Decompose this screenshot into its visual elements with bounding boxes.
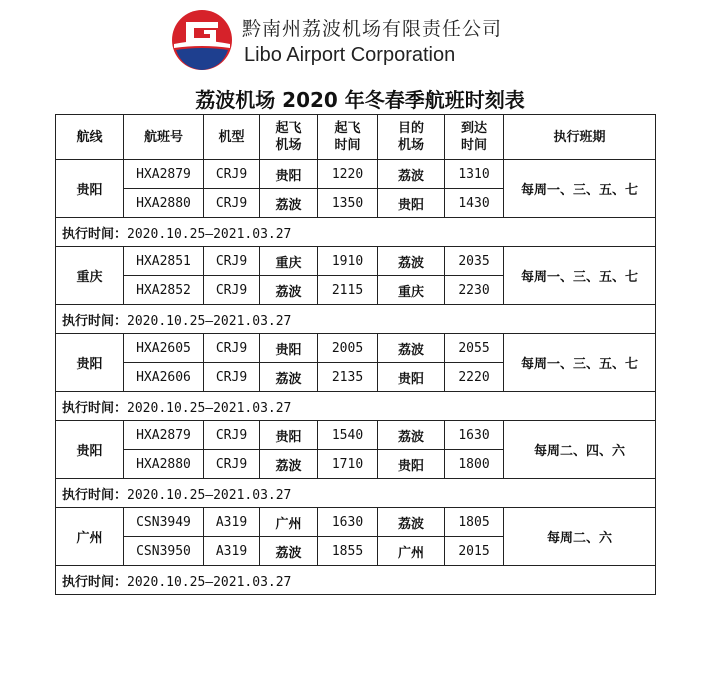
company-name-en: Libo Airport Corporation [244,44,456,66]
destination-airport: 贵阳 [378,450,445,479]
exec-period-label: 执行时间： [62,313,128,329]
route-cell: 重庆 [56,247,124,305]
flight-number: HXA2852 [124,276,204,305]
exec-period-label: 执行时间： [62,226,128,242]
departure-airport: 荔波 [260,450,318,479]
flight-number: HXA2880 [124,189,204,218]
flight-number: HXA2605 [124,334,204,363]
departure-time: 1540 [318,421,378,450]
operating-days: 每周一、三、五、七 [504,334,656,392]
flight-number: HXA2606 [124,363,204,392]
arrival-time: 1310 [445,160,504,189]
flight-number: HXA2880 [124,450,204,479]
exec-period-row [56,479,656,508]
departure-time: 2115 [318,276,378,305]
departure-airport: 贵阳 [260,160,318,189]
exec-period-row [56,392,656,421]
aircraft-type: CRJ9 [204,450,260,479]
table-row [56,160,656,189]
company-header [170,8,530,72]
header-dest-airport-line2: 机场 [397,138,424,153]
flight-number: HXA2879 [124,160,204,189]
header-dep-time-line1: 起飞 [334,121,361,136]
exec-period-value: 2020.10.25—2021.03.27 [127,487,292,503]
exec-period-row [56,218,656,247]
aircraft-type: A319 [204,508,260,537]
header-dep-time-line2: 时间 [334,138,361,153]
header-days: 执行班期 [504,115,656,160]
exec-period-cell [56,479,656,508]
airport-logo-icon [170,8,234,72]
header-flight-no: 航班号 [124,115,204,160]
table-header-row [56,115,656,160]
departure-airport: 贵阳 [260,334,318,363]
exec-period-row [56,305,656,334]
departure-airport: 荔波 [260,363,318,392]
aircraft-type: CRJ9 [204,421,260,450]
route-cell: 广州 [56,508,124,566]
operating-days: 每周一、三、五、七 [504,160,656,218]
departure-time: 2135 [318,363,378,392]
header-arr-time-line1: 到达 [460,121,487,136]
table-row [56,247,656,276]
header-arr-time-line2: 时间 [460,138,487,153]
table-row [56,421,656,450]
flight-number: CSN3949 [124,508,204,537]
exec-period-cell [56,218,656,247]
arrival-time: 2230 [445,276,504,305]
aircraft-type: CRJ9 [204,363,260,392]
departure-time: 1630 [318,508,378,537]
exec-period-label: 执行时间： [62,487,128,503]
departure-airport: 荔波 [260,189,318,218]
header-dep-airport-line2: 机场 [275,138,302,153]
header-aircraft: 机型 [204,115,260,160]
aircraft-type: A319 [204,537,260,566]
aircraft-type: CRJ9 [204,189,260,218]
arrival-time: 1430 [445,189,504,218]
header-arr-time [445,115,504,160]
exec-period-label: 执行时间： [62,574,128,590]
aircraft-type: CRJ9 [204,247,260,276]
departure-time: 1710 [318,450,378,479]
exec-period-cell [56,566,656,595]
arrival-time: 1800 [445,450,504,479]
header-route: 航线 [56,115,124,160]
destination-airport: 重庆 [378,276,445,305]
header-dest-airport-line1: 目的 [397,121,424,136]
destination-airport: 荔波 [378,508,445,537]
destination-airport: 荔波 [378,421,445,450]
exec-period-row [56,566,656,595]
departure-time: 1910 [318,247,378,276]
route-cell: 贵阳 [56,334,124,392]
departure-airport: 荔波 [260,276,318,305]
arrival-time: 2220 [445,363,504,392]
table-row [56,508,656,537]
aircraft-type: CRJ9 [204,160,260,189]
departure-time: 2005 [318,334,378,363]
exec-period-value: 2020.10.25—2021.03.27 [127,313,292,329]
header-dest-airport [378,115,445,160]
route-cell: 贵阳 [56,421,124,479]
arrival-time: 1630 [445,421,504,450]
exec-period-value: 2020.10.25—2021.03.27 [127,226,292,242]
departure-airport: 广州 [260,508,318,537]
page-title: 荔波机场 2020 年冬春季航班时刻表 [195,88,525,112]
exec-period-cell [56,392,656,421]
table-row [56,334,656,363]
header-dep-airport-line1: 起飞 [275,121,302,136]
operating-days: 每周二、六 [504,508,656,566]
operating-days: 每周二、四、六 [504,421,656,479]
exec-period-cell [56,305,656,334]
departure-airport: 荔波 [260,537,318,566]
arrival-time: 1805 [445,508,504,537]
destination-airport: 贵阳 [378,363,445,392]
aircraft-type: CRJ9 [204,334,260,363]
departure-time: 1350 [318,189,378,218]
flight-schedule-table [55,114,656,595]
departure-time: 1855 [318,537,378,566]
destination-airport: 荔波 [378,334,445,363]
destination-airport: 荔波 [378,160,445,189]
arrival-time: 2055 [445,334,504,363]
departure-airport: 贵阳 [260,421,318,450]
flight-number: HXA2851 [124,247,204,276]
header-dep-airport [260,115,318,160]
destination-airport: 荔波 [378,247,445,276]
operating-days: 每周一、三、五、七 [504,247,656,305]
exec-period-value: 2020.10.25—2021.03.27 [127,400,292,416]
exec-period-label: 执行时间： [62,400,128,416]
exec-period-value: 2020.10.25—2021.03.27 [127,574,292,590]
aircraft-type: CRJ9 [204,276,260,305]
flight-number: CSN3950 [124,537,204,566]
arrival-time: 2015 [445,537,504,566]
company-name-cn: 黔南州荔波机场有限责任公司 [242,18,503,40]
departure-airport: 重庆 [260,247,318,276]
header-dep-time [318,115,378,160]
arrival-time: 2035 [445,247,504,276]
destination-airport: 贵阳 [378,189,445,218]
destination-airport: 广州 [378,537,445,566]
route-cell: 贵阳 [56,160,124,218]
flight-number: HXA2879 [124,421,204,450]
departure-time: 1220 [318,160,378,189]
